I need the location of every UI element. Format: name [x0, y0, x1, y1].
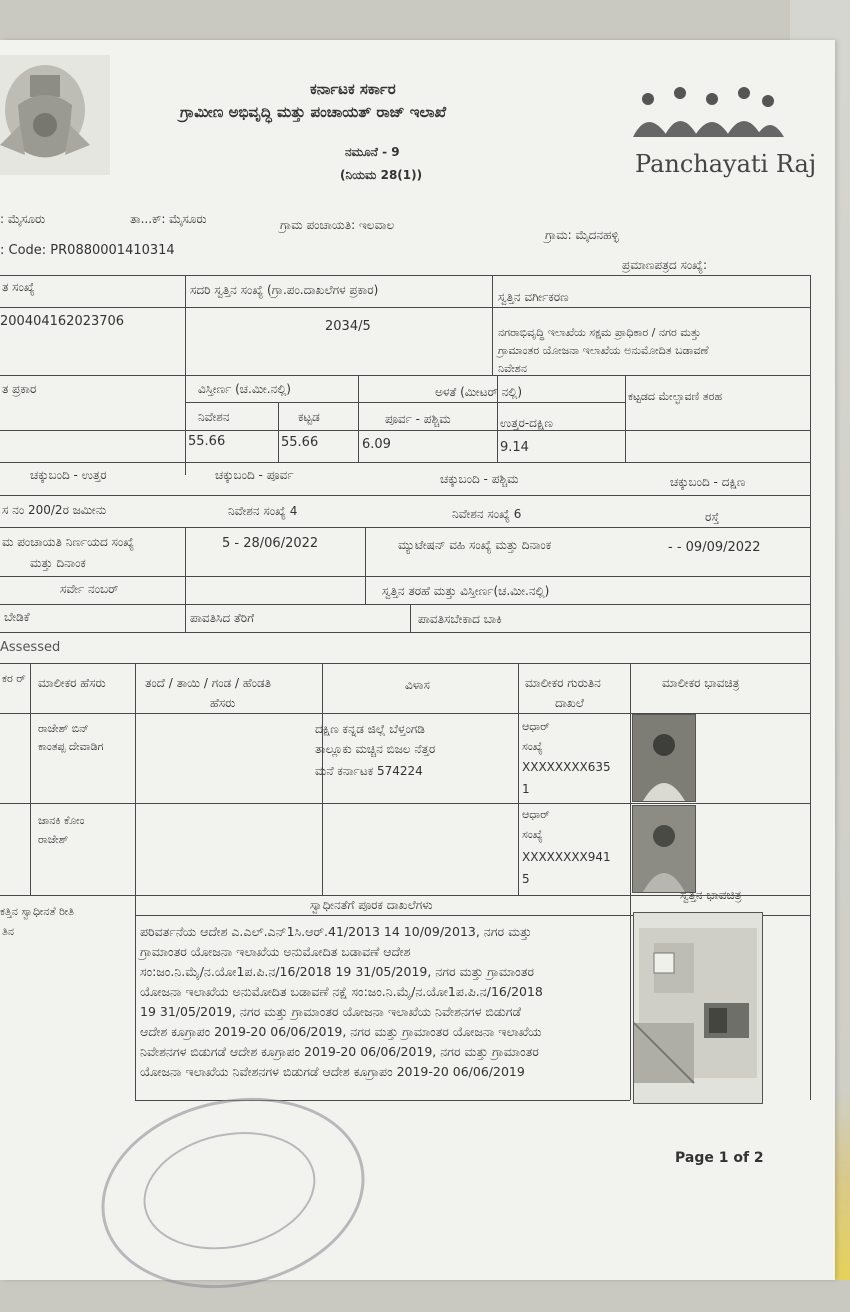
east-west-label: ಪೂರ್ವ - ಪಶ್ಚಿಮ — [385, 412, 451, 426]
property-type-label: ತ ಪ್ರಕಾರ — [2, 382, 37, 396]
ownership-doc-line: 19 31/05/2019, ನಗರ ಮತ್ತು ಗ್ರಾಮಾಂತರ ಯೋಜನಾ ಇಲಾಖೆಯ ನಿವೇಶನಗಳ ಬಿಡುಗಡೆ — [140, 1004, 521, 1019]
owner-2-id-label-2: ಸಂಖ್ಯೆ — [522, 828, 543, 841]
boundary-north-label: ಚಕ್ಕುಬಂದಿ - ಉತ್ತರ — [30, 468, 107, 482]
ownership-doc-line: ನಿವೇಶನಗಳ ಬಿಡುಗಡೆ ಆದೇಶ ಕೂಗ್ರಾಪಂ 2019-20 06/06/2019, ನಗರ ಮತ್ತು ಗ್ರಾಮಾಂತರ — [140, 1044, 539, 1059]
owner-2-id-label-1: ಆಧಾರ್ — [522, 808, 550, 821]
mutation-label: ಮ್ಯುಟೇಷನ್ ವಹಿ ಸಂಖ್ಯೆ ಮತ್ತು ದಿನಾಂಕ — [398, 538, 552, 552]
owner-2-id-value-2: 5 — [522, 872, 530, 886]
owner-2-id-value-1: XXXXXXXX941 — [522, 850, 611, 864]
boundary-north-value: ಸ ನಂ 200/2ರ ಜಮೀನು — [2, 503, 107, 517]
property-number-label: ಸದರಿ ಸ್ವತ್ತಿನ ಸಂಖ್ಯೆ (ಗ್ರಾ.ಪಂ.ದಾಖಲೆಗಳ ಪ್ರಕಾರ) — [190, 283, 379, 297]
owner-1-address-3: ಮನೆ ಕರ್ನಾಟಕ 574224 — [315, 764, 423, 778]
state-emblem-icon — [0, 55, 110, 175]
measurement-label: ಅಳತೆ (ಮೀಟರ್ ನಲ್ಲಿ) — [435, 385, 523, 399]
building-label: ಕಟ್ಟಡ — [298, 410, 320, 424]
ownership-doc-line: ಯೋಜನಾ ಇಲಾಖೆಯ ನಿವೇಶನಗಳ ಬಿಡುಗಡೆ ಆದೇಶ ಕೂಗ್ರಾಪಂ 2019-20 06/06/2019 — [140, 1064, 525, 1079]
owner-1-id-value-1: XXXXXXXX635 — [522, 760, 611, 774]
resolution-label-2: ಮತ್ತು ದಿನಾಂಕ — [30, 556, 86, 570]
building-area-value: 55.66 — [281, 435, 319, 450]
page-indicator: Page 1 of 2 — [675, 1150, 764, 1166]
ownership-doc-line: ಸಂ:ಜಂ.ನಿ.ಮೈ/ನ.ಯೋ1ಪ.ಪಿ.ನ/16/2018 19 31/05/2019, ನಗರ ಮತ್ತು ಗ್ರಾಮಾಂತರ — [140, 964, 534, 979]
rule-number: (ನಿಯಮ 28(1)) — [340, 168, 423, 182]
property-photo — [633, 912, 763, 1104]
owner-address-label: ವಿಳಾಸ — [405, 678, 430, 692]
tax-due-label: ಪಾವತಿಸಬೇಕಾದ ಬಾಕಿ — [418, 612, 502, 626]
ownership-docs-label: ಸ್ವಾಧೀನತೆಗೆ ಪೂರಕ ದಾಖಲೆಗಳು — [310, 898, 433, 912]
ownership-sub-label: ತಿನ — [2, 925, 14, 938]
owner-1-address-2: ತಾಲ್ಲೂಕು ಮಚ್ಚಿನ ಬಿಜಲ ನೆತ್ತರ — [315, 742, 436, 756]
property-class-value-1: ನಗರಾಭಿವೃದ್ಧಿ ಇಲಾಖೆಯ ಸಕ್ಷಮ ಪ್ರಾಧಿಕಾರ / ನಗರ ಮತ್ತು — [498, 326, 701, 339]
owner-id-label-2: ದಾಖಲೆ — [555, 696, 584, 710]
resolution-label-1: ಮ ಪಂಚಾಯತಿ ನಿರ್ಣಯದ ಸಂಖ್ಯೆ — [2, 535, 135, 549]
boundary-south-label: ಚಕ್ಕುಬಂದಿ - ದಕ್ಷಿಣ — [670, 475, 746, 489]
assessed-label: Assessed — [0, 640, 61, 655]
boundary-south-value: ರಸ್ತೆ — [705, 510, 720, 524]
owner-relation-label-2: ಹೆಸರು — [210, 696, 236, 710]
owner-1-id-label-1: ಆಧಾರ್ — [522, 720, 550, 733]
dept-title: ಗ್ರಾಮೀಣ ಅಭಿವೃದ್ಧಿ ಮತ್ತು ಪಂಚಾಯತ್ ರಾಜ್ ಇಲಾಖೆ — [180, 103, 447, 121]
site-label: ನಿವೇಶನ — [198, 410, 230, 424]
property-type-area-label: ಸ್ವತ್ತಿನ ತರಹೆ ಮತ್ತು ವಿಸ್ತೀರ್ಣ(ಚ.ಮೀ.ನಲ್ಲಿ) — [382, 584, 550, 598]
form-number: ನಮೂನೆ - 9 — [345, 145, 400, 159]
property-photo-label: ಸ್ವತ್ತಿನ ಭಾವಚಿತ್ರ — [680, 888, 742, 902]
area-label: ವಿಸ್ತೀರ್ಣ (ಚ.ಮೀ.ನಲ್ಲಿ) — [198, 382, 291, 396]
taluk: ತಾ...ಕ್: ಮೈಸೂರು — [130, 212, 207, 226]
property-id-label: ತ ಸಂಖ್ಯೆ — [2, 280, 35, 294]
boundary-east-value: ನಿವೇಶನ ಸಂಖ್ಯೆ 4 — [228, 504, 298, 518]
ownership-doc-line: ಆದೇಶ ಕೂಗ್ರಾಪಂ 2019-20 06/06/2019, ನಗರ ಮತ್ತು ಗ್ರಾಮಾಂತರ ಯೋಜನಾ ಇಲಾಖೆಯ — [140, 1024, 542, 1039]
gram-panchayat: ಗ್ರಾಮ ಪಂಚಾಯತಿ: ಇಲವಾಲ — [280, 218, 395, 232]
district: : ಮೈಸೂರು — [0, 212, 46, 226]
roof-type-label: ಕಟ್ಟಡದ ಮೇಲ್ಛಾವಣಿ ತರಹ — [628, 390, 723, 403]
owner-id-label-1: ಮಾಲೀಕರ ಗುರುತಿನ — [525, 676, 601, 690]
site-area-value: 55.66 — [188, 434, 226, 449]
owner-1-address-1: ದಕ್ಷಿಣ ಕನ್ನಡ ಜಿಲ್ಲೆ ಬೆಳ್ತಂಗಡಿ — [315, 722, 425, 736]
ownership-doc-line: ಯೋಜನಾ ಇಲಾಖೆಯ ಅನುಮೋದಿತ ಬಡಾವಣೆ ನಕ್ಷೆ ಸಂ:ಜಂ.ನಿ.ಮೈ/ನ.ಯೋ1ಪ.ಪಿ.ನ/16/2018 — [140, 984, 543, 999]
owner-1-photo — [632, 714, 696, 802]
property-class-label: ಸ್ವತ್ತಿನ ವರ್ಗೀಕರಣ — [498, 290, 569, 304]
survey-number-label: ಸರ್ವೇ ನಂಬರ್ — [60, 582, 119, 596]
property-code: : Code: PR0880001410314 — [0, 243, 175, 258]
certificate-number: ಪ್ರಮಾಣಪತ್ರದ ಸಂಖ್ಯೆ: — [622, 258, 708, 272]
tax-paid-label: ಪಾವತಿಸಿದ ತೆರಿಗೆ — [190, 611, 255, 625]
north-south-value: 9.14 — [500, 440, 529, 455]
owner-1-name-2: ಕಾಂತಪ್ಪ ದೇವಾಡಿಗ — [38, 740, 104, 753]
owner-1-id-label-2: ಸಂಖ್ಯೆ — [522, 740, 543, 753]
logo-text: Panchayati Raj — [635, 150, 817, 178]
resolution-value: 5 - 28/06/2022 — [222, 536, 319, 551]
tax-demand-label: ಬೇಡಿಕೆ — [4, 610, 30, 624]
ownership-doc-line: ಗ್ರಾಮಾಂತರ ಯೋಜನಾ ಇಲಾಖೆಯ ಅನುಮೋದಿತ ಬಡಾವಣೆ ಆದೇಶ — [140, 944, 411, 959]
owner-2-name-2: ರಾಜೇಶ್ — [38, 833, 69, 846]
owner-relation-label-1: ತಂದೆ / ತಾಯಿ / ಗಂಡ / ಹೆಂಡತಿ — [145, 676, 271, 690]
east-west-value: 6.09 — [362, 437, 391, 452]
property-class-value-3: ನಿವೇಶನ — [498, 362, 527, 375]
boundary-east-label: ಚಕ್ಕುಬಂದಿ - ಪೂರ್ವ — [215, 468, 294, 482]
boundary-west-label: ಚಕ್ಕುಬಂದಿ - ಪಶ್ಚಿಮ — [440, 472, 519, 486]
owner-photo-label: ಮಾಲೀಕರ ಭಾವಚಿತ್ರ — [662, 676, 740, 690]
boundary-west-value: ನಿವೇಶನ ಸಂಖ್ಯೆ 6 — [452, 507, 522, 521]
ownership-documents-text — [140, 922, 630, 1082]
village: ಗ್ರಾಮ: ಮೈದನಹಳ್ಳಿ — [545, 228, 619, 242]
owner-sl-label: ಕರ ರ್ — [2, 672, 26, 685]
property-class-value-2: ಗ್ರಾಮಾಂತರ ಯೋಜನಾ ಇಲಾಖೆಯ ಅನುಮೋದಿತ ಬಡಾವಣೆ — [498, 344, 709, 357]
property-number-value: 2034/5 — [325, 319, 371, 334]
owner-name-label: ಮಾಲೀಕರ ಹೆಸರು — [38, 676, 106, 690]
north-south-label: ಉತ್ತರ-ದಕ್ಷಿಣ — [500, 416, 553, 430]
ownership-doc-line: ಪರಿವರ್ತನೆಯ ಆದೇಶ ಎ.ಎಲ್.ಎನ್1ಸಿ.ಆರ್.41/2013 14 10/09/2013, ನಗರ ಮತ್ತು — [140, 924, 532, 939]
owner-1-name-1: ರಾಜೇಶ್ ಬಿನ್ — [38, 722, 89, 735]
gov-title: ಕರ್ನಾಟಕ ಸರ್ಕಾರ — [310, 80, 396, 98]
owner-2-name-1: ಜಾನಕಿ ಕೋಂ — [38, 814, 85, 827]
owner-2-photo — [632, 805, 696, 893]
owner-1-id-value-2: 1 — [522, 782, 530, 796]
ownership-type-label: ಕತ್ತಿನ ಸ್ವಾಧೀನತೆ ರೀತಿ — [0, 905, 74, 918]
property-id-value: 200404162023706 — [0, 314, 125, 329]
mutation-value: - - 09/09/2022 — [668, 540, 761, 555]
